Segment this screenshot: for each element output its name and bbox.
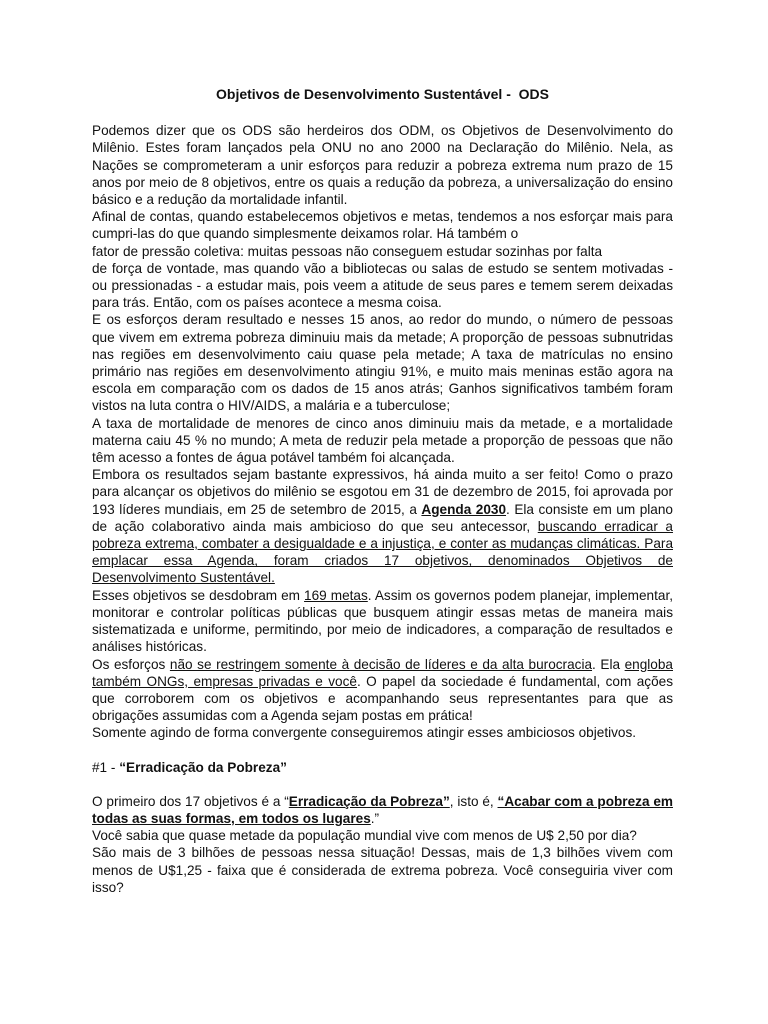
first-goal-text-3: .”: [370, 810, 380, 826]
paragraph-goals-line-1: Afinal de contas, quando estabelecemos objetivos e metas, tendemos a nos esforçar mais para cumpri-las do que quando simplesmente deixamos rolar. Há também o: [92, 209, 673, 242]
document-page: [92, 86, 673, 896]
efforts-underline-2: engloba também ONGs, empresas privadas e você: [92, 656, 673, 689]
spacer: [92, 776, 673, 793]
paragraph-billions: São mais de 3 bilhões de pessoas nessa situação! Dessas, mais de 1,3 bilhões vivem com menos de U$1,25 - faixa que é considerada de extrema pobreza. Você conseguiria viver com isso?: [92, 845, 673, 895]
paragraph-efforts: [92, 656, 673, 725]
agenda-2030-highlight: Agenda 2030: [421, 501, 507, 517]
paragraph-169-metas: [92, 587, 673, 656]
efforts-text-3: . O papel da sociedade é fundamental, com ações que corroborem com os objetivos e acompanhando seus representantes para que as obrigações assumidas com a Agenda sejam postas em prática!: [92, 673, 673, 724]
agenda-text-2: . Ela consiste em um plano de ação colaborativo ainda mais ambicioso do que seu antecessor,: [92, 501, 673, 534]
paragraph-conclusion: Somente agindo de forma convergente conseguiremos atingir esses ambiciosos objetivos.: [92, 725, 637, 741]
paragraph-agenda-2030: [92, 466, 673, 586]
metas-text-1: Esses objetivos se desdobram em: [92, 587, 305, 603]
document-title: Objetivos de Desenvolvimento Sustentável - ODS: [216, 86, 549, 102]
paragraph-goals-rest: de força de vontade, mas quando vão a bibliotecas ou salas de estudo se sentem motivadas - ou pressionadas - a estudar mais, pois veem a atitude de seus pares e temem serem deixadas para trás. Então, com os países acontece a mesma coisa.: [92, 260, 673, 311]
efforts-underline-1: não se restringem somente à decisão de líderes e da alta burocracia: [169, 656, 593, 672]
paragraph-mortality: A taxa de mortalidade de menores de cinco anos diminuiu mais da metade, e a mortalidade materna caiu 45 % no mundo; A meta de reduzir pela metade a proporção de pessoas que não têm acesso a fontes de água potável também foi alcançada.: [92, 415, 673, 466]
paragraph-odm-intro: Podemos dizer que os ODS são herdeiros dos ODM, os Objetivos de Desenvolvimento do Milênio. Estes foram lançados pela ONU no ano 2000 na Declaração do Milênio. Nela, as Nações se comprometeram a unir esforços para reduzir a pobreza extrema num prazo de 15 anos por meio de 8 objetivos, entre os quais a redução da pobreza, a universalização do ensino básico e a redução da mortalidade infantil.: [92, 123, 673, 208]
efforts-text-1: Os esforços: [92, 656, 170, 672]
metas-text-2: . Assim os governos podem planejar, implementar, monitorar e controlar políticas públicas que busquem atingir essas metas de maneira mais sistematizada e uniforme, permitindo, por meio de indicadores, a comparação de resultados e análises históricas.: [92, 587, 674, 655]
section-heading-title: “Erradicação da Pobreza”: [119, 759, 287, 775]
metas-highlight: 169 metas: [304, 587, 368, 603]
paragraph-first-goal: [92, 793, 673, 827]
section-heading: [92, 759, 673, 776]
first-goal-bold-1: Erradicação da Pobreza”: [288, 793, 450, 809]
paragraph-goals-line-2: fator de pressão coletiva: muitas pessoas não conseguem estudar sozinhas por falta: [92, 243, 603, 259]
section-heading-prefix: #1 -: [92, 759, 120, 775]
spacer: [92, 742, 673, 759]
efforts-text-2: . Ela: [592, 656, 625, 672]
paragraph-half-population: Você sabia que quase metade da população mundial vive com menos de U$ 2,50 por dia?: [92, 828, 637, 844]
first-goal-bold-2: “Acabar com a pobreza em todas as suas formas, em todos os lugares: [92, 793, 673, 826]
agenda-underlined-text: buscando erradicar a pobreza extrema, combater a desigualdade e a injustiça, e conter as mudanças climáticas. Para emplacar essa Agenda, foram criados 17 objetivos, denominados Objetivos de Desenvolvimento Sustentável.: [92, 518, 673, 586]
first-goal-text-1: O primeiro dos 17 objetivos é a “: [92, 793, 289, 809]
paragraph-results: E os esforços deram resultado e nesses 15 anos, ao redor do mundo, o número de pessoas que vivem em extrema pobreza diminuiu mais da metade; A proporção de pessoas subnutridas nas regiões em desenvolvimento caiu quase pela metade; A taxa de matrículas no ensino primário nas regiões em desenvolvimento atingiu 91%, e muito mais meninas estão agora na escola em comparação com os dados de 15 anos atrás; Ganhos significativos também foram vistos na luta contra o HIV/AIDS, a malária e a tuberculose;: [92, 312, 673, 414]
agenda-text-1: Embora os resultados sejam bastante expressivos, há ainda muito a ser feito! Como o prazo para alcançar os objetivos do milênio se esgotou em 31 de dezembro de 2015, foi aprovada por 193 líderes mundiais, em 25 de setembro de 2015, a: [92, 467, 673, 517]
first-goal-text-2: , isto é,: [449, 793, 498, 809]
